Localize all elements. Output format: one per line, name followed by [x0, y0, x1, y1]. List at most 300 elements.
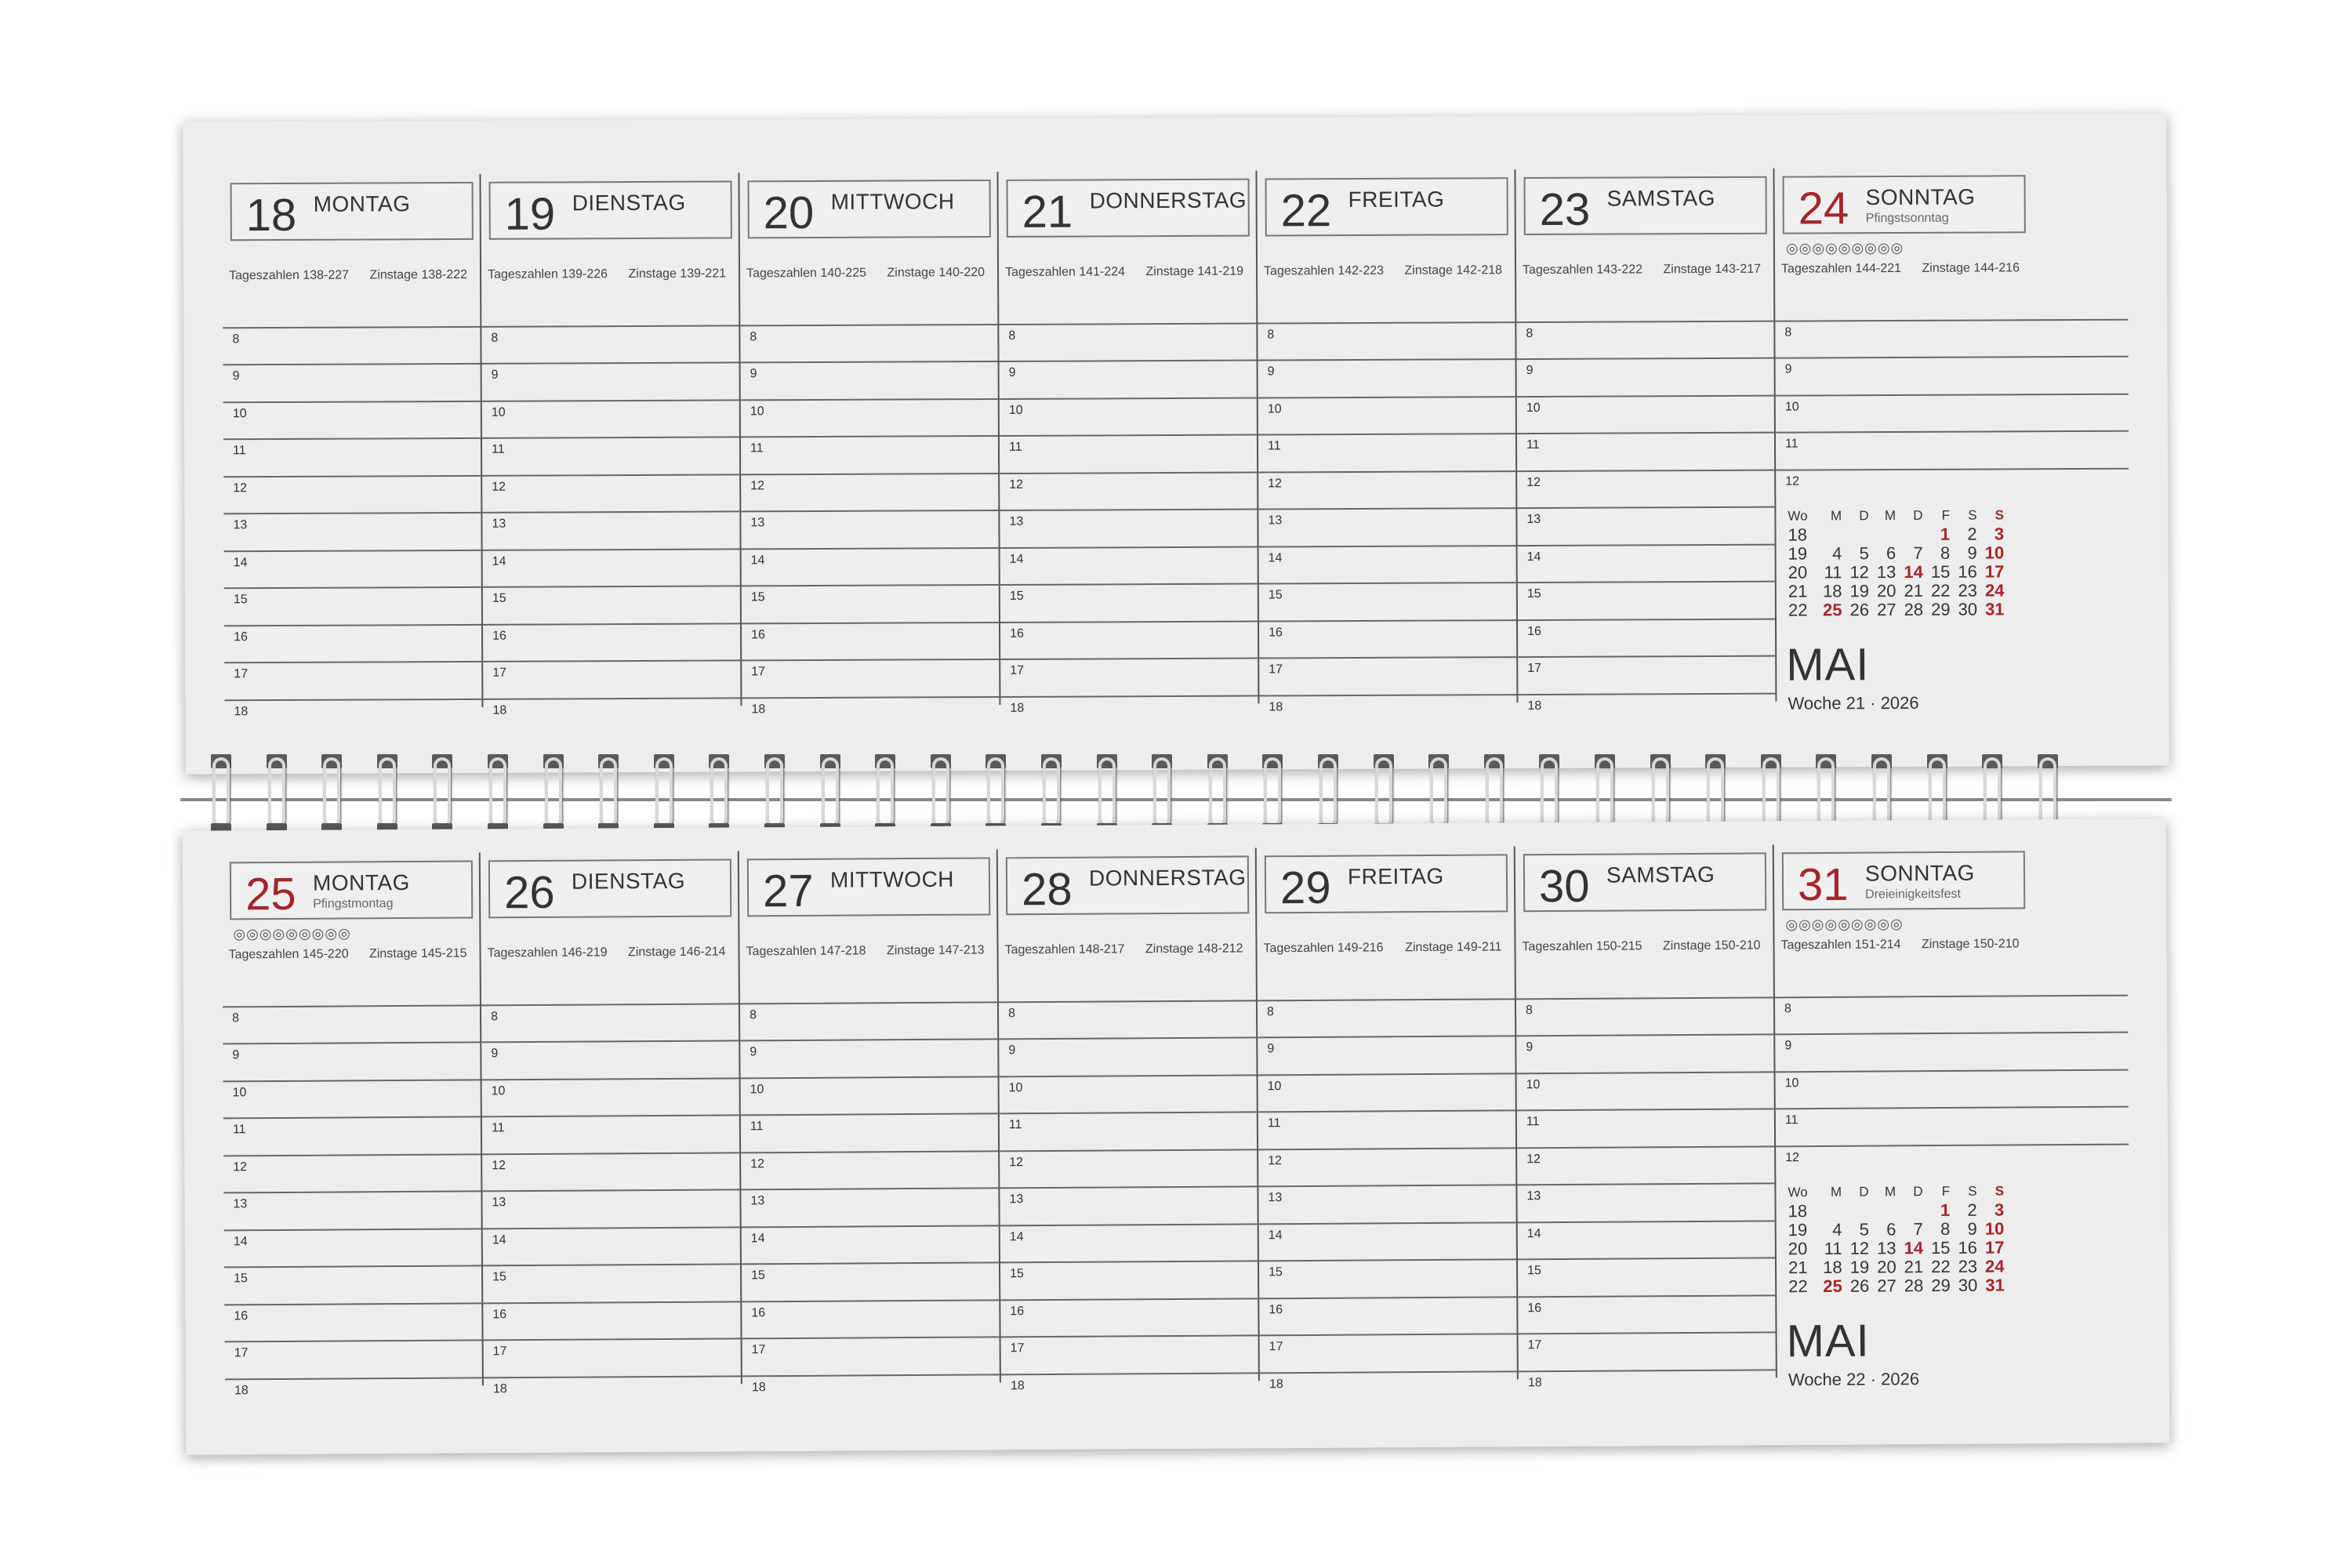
hour-label: 10	[1784, 400, 1799, 414]
hour-slot[interactable]	[483, 1302, 740, 1359]
hour-label: 9	[1526, 364, 1534, 378]
hour-label: 12	[492, 480, 506, 494]
hour-slot[interactable]	[1259, 621, 1516, 677]
hour-label: 15	[1526, 1264, 1541, 1278]
date-cell: 10	[1984, 1218, 2005, 1239]
date-cell	[1900, 1201, 1927, 1220]
hour-label: 17	[1010, 1341, 1025, 1356]
hour-label: 13	[492, 517, 506, 531]
hour-slot[interactable]	[1517, 1073, 1774, 1129]
zinstage: Zinstage 148-212	[1145, 942, 1243, 956]
hour-slot[interactable]	[482, 1079, 739, 1135]
hour-slot[interactable]	[224, 662, 481, 718]
date-cell: 13	[1876, 561, 1896, 583]
wire-loop	[1430, 757, 1447, 828]
day-column-18[interactable]	[222, 174, 483, 718]
hour-slot[interactable]	[1258, 360, 1515, 416]
hour-label: 11	[1008, 440, 1022, 454]
hour-label: 9	[1008, 365, 1016, 379]
hour-label: 13	[750, 1194, 765, 1208]
hour-label: 17	[234, 667, 249, 681]
date-cell	[1846, 525, 1873, 544]
wire-loop	[1762, 757, 1780, 828]
hour-label: 17	[1010, 663, 1025, 677]
hour-slot[interactable]	[1000, 659, 1258, 715]
day-column-27[interactable]	[739, 849, 1001, 1394]
hour-slot[interactable]	[223, 476, 481, 532]
hour-slot[interactable]	[1517, 470, 1774, 527]
hour-slot[interactable]	[1260, 1334, 1517, 1391]
hour-slot[interactable]	[1258, 285, 1515, 341]
hour-slot[interactable]	[1516, 321, 1773, 378]
hour-slot[interactable]	[1518, 1221, 1775, 1278]
hour-lines	[223, 968, 482, 1397]
hour-label: 11	[491, 1121, 505, 1135]
date-cell: 2	[1967, 1200, 1977, 1220]
hour-slot[interactable]	[224, 1266, 481, 1323]
day-counts	[740, 266, 991, 281]
hour-label: 13	[1526, 512, 1541, 527]
hour-slot[interactable]	[741, 399, 998, 456]
hour-slot[interactable]	[1775, 996, 2128, 1053]
hour-lines	[1775, 283, 2129, 488]
day-column-21[interactable]	[998, 171, 1259, 715]
hour-slot[interactable]	[740, 965, 997, 1022]
hour-slot[interactable]	[742, 1263, 999, 1319]
day-column-25[interactable]	[222, 852, 484, 1397]
hour-label: 9	[491, 1047, 499, 1061]
day-name: SONNTAG	[1865, 184, 1976, 210]
hour-slot[interactable]	[482, 363, 739, 419]
hour-slot[interactable]	[1776, 432, 2129, 488]
tageszahlen: Tageszahlen 139-226	[488, 267, 608, 281]
hour-slot[interactable]	[742, 660, 999, 716]
hour-slot[interactable]	[741, 1152, 998, 1208]
day-column-26[interactable]	[481, 851, 742, 1396]
day-name: FREITAG	[1347, 863, 1444, 889]
date-cell: 2	[1967, 524, 1977, 544]
day-column-31[interactable]	[1774, 843, 2130, 1390]
day-header	[1524, 176, 1767, 235]
hour-slot[interactable]	[741, 437, 998, 492]
hour-slot[interactable]	[1258, 1000, 1515, 1056]
date-cell: 4	[1832, 543, 1842, 564]
day-header	[748, 180, 991, 238]
hour-slot[interactable]	[740, 1003, 997, 1059]
hour-slot[interactable]	[1516, 285, 1773, 340]
hour-label: 17	[751, 1343, 766, 1357]
hour-slot[interactable]	[1000, 1187, 1257, 1243]
hour-label: 12	[1009, 477, 1024, 492]
hour-label: 13	[1268, 1191, 1283, 1205]
day-header	[1265, 177, 1508, 236]
hour-slot[interactable]	[1000, 1299, 1258, 1356]
day-counts	[1257, 940, 1508, 956]
hour-slot[interactable]	[1517, 1109, 1774, 1166]
week-number: 21	[1788, 581, 1808, 601]
hour-slot[interactable]	[223, 365, 481, 420]
hour-slot[interactable]	[481, 1041, 739, 1098]
month-name: MAI	[1786, 639, 1870, 691]
hour-label: 16	[1010, 626, 1024, 641]
hour-slot[interactable]	[1000, 436, 1257, 492]
day-number: 19	[504, 188, 556, 240]
wire-loop	[1596, 757, 1613, 828]
hour-slot[interactable]	[223, 1043, 480, 1099]
date-cell: 21	[1904, 580, 1924, 601]
hour-slot[interactable]	[1000, 361, 1257, 417]
hour-slot[interactable]	[742, 1226, 999, 1283]
hour-label: 12	[492, 1158, 506, 1172]
hour-slot[interactable]	[740, 1040, 997, 1096]
hour-slot[interactable]	[1000, 510, 1257, 566]
hour-label: 15	[750, 590, 765, 604]
day-name: MITTWOCH	[830, 189, 955, 214]
week-number: 18	[1788, 1201, 1808, 1221]
hour-slot[interactable]	[1258, 472, 1515, 528]
hour-slot[interactable]	[1259, 658, 1516, 713]
hour-slot[interactable]	[481, 289, 739, 345]
weekday-header: M	[1884, 1184, 1896, 1200]
hour-slot[interactable]	[1000, 547, 1258, 603]
wire-loop	[489, 757, 506, 828]
day-name: SONNTAG	[1864, 860, 1975, 886]
zinstage: Zinstage 141-219	[1145, 264, 1244, 279]
hour-slot[interactable]	[1517, 396, 1774, 452]
hour-label: 12	[1785, 1150, 1800, 1164]
day-number: 18	[245, 189, 297, 241]
day-header	[230, 860, 473, 920]
hour-lines	[740, 288, 999, 716]
hour-label: 12	[1526, 1152, 1541, 1166]
hour-slot[interactable]	[1258, 1074, 1515, 1131]
day-header	[488, 858, 731, 918]
day-number: 22	[1280, 185, 1332, 237]
hour-slot[interactable]	[223, 968, 480, 1025]
hour-slot[interactable]	[740, 288, 997, 343]
hour-slot[interactable]	[1259, 546, 1516, 602]
hour-slot[interactable]	[223, 327, 480, 383]
hour-slot[interactable]	[1775, 1033, 2128, 1090]
date-cell: 20	[1877, 1257, 1896, 1277]
hour-slot[interactable]	[482, 1153, 739, 1210]
day-column-30[interactable]	[1515, 844, 1777, 1389]
hour-slot[interactable]	[742, 1301, 999, 1357]
day-counts	[998, 942, 1249, 957]
hour-slot[interactable]	[223, 1192, 481, 1248]
hour-slot[interactable]	[1000, 1112, 1257, 1169]
date-cell: 6	[1886, 1219, 1896, 1240]
hour-lines	[999, 287, 1258, 715]
hour-slot[interactable]	[1000, 585, 1258, 641]
hour-slot[interactable]	[482, 401, 739, 456]
hour-label: 8	[491, 331, 499, 345]
hour-slot[interactable]	[1518, 657, 1775, 713]
hour-slot[interactable]	[483, 1228, 740, 1284]
wire-loop	[212, 757, 230, 828]
hour-slot[interactable]	[1000, 1076, 1257, 1132]
hour-slot[interactable]	[1259, 1260, 1516, 1316]
hour-label: 11	[491, 442, 505, 456]
hour-slot[interactable]	[1517, 1147, 1774, 1203]
date-cell: 8	[1940, 543, 1951, 563]
day-counts	[1516, 263, 1767, 278]
hour-label: 8	[1007, 1006, 1015, 1020]
hour-label: 14	[750, 1231, 765, 1245]
hour-slot[interactable]	[1000, 473, 1257, 528]
hour-slot[interactable]	[1258, 434, 1515, 490]
day-name: DONNERSTAG	[1089, 187, 1247, 213]
tageszahlen: Tageszahlen 142-223	[1264, 263, 1385, 278]
wire-loop	[1707, 757, 1724, 828]
hour-slot[interactable]	[224, 625, 481, 681]
top-page	[183, 113, 2169, 774]
hour-label: 16	[1269, 1302, 1283, 1316]
hour-slot[interactable]	[223, 1155, 481, 1211]
tageszahlen: Tageszahlen 149-216	[1263, 941, 1384, 956]
hour-slot[interactable]	[1518, 583, 1775, 638]
moon-phase-icon-row: ◎◎◎◎◎◎◎◎◎	[233, 925, 351, 942]
hour-label: 11	[232, 1123, 246, 1137]
hour-slot[interactable]	[482, 437, 739, 494]
hour-label: 9	[491, 368, 499, 382]
hour-label: 10	[1267, 401, 1282, 416]
hour-slot[interactable]	[482, 1190, 739, 1247]
hour-slot[interactable]	[1000, 622, 1258, 677]
date-cell: 29	[1931, 599, 1951, 619]
hour-slot[interactable]	[741, 511, 998, 567]
wire-loop	[1984, 757, 2001, 828]
hour-slot[interactable]	[1000, 1150, 1257, 1207]
wire-loop	[379, 757, 396, 828]
zinstage: Zinstage 143-217	[1663, 262, 1762, 277]
hour-slot[interactable]	[482, 475, 739, 531]
hour-label: 15	[1268, 588, 1283, 602]
hour-slot[interactable]	[999, 287, 1256, 343]
hour-slot[interactable]	[999, 324, 1256, 379]
hour-label: 18	[751, 1380, 766, 1394]
hour-lines	[1775, 959, 2129, 1164]
day-counts	[223, 946, 474, 962]
hour-label: 12	[750, 1156, 765, 1171]
hour-slot[interactable]	[483, 1265, 740, 1321]
hour-slot[interactable]	[483, 624, 740, 680]
hour-slot[interactable]	[742, 548, 999, 604]
hour-slot[interactable]	[1518, 1296, 1775, 1352]
week-number: 22	[1788, 1276, 1808, 1297]
hour-slot[interactable]	[1775, 320, 2128, 376]
hour-slot[interactable]	[741, 1189, 998, 1245]
hour-slot[interactable]	[1518, 619, 1775, 676]
day-column-19[interactable]	[481, 172, 742, 717]
hour-slot[interactable]	[1259, 1223, 1516, 1279]
date-cell: 27	[1877, 599, 1896, 620]
hour-slot[interactable]	[742, 1338, 1000, 1394]
hour-slot[interactable]	[1518, 1258, 1775, 1315]
hour-label: 18	[751, 702, 766, 716]
date-cell: 1	[1940, 524, 1951, 544]
hour-slot[interactable]	[1259, 583, 1516, 639]
hour-slot[interactable]	[1001, 1336, 1258, 1392]
hour-label: 16	[751, 1305, 766, 1319]
hour-slot[interactable]	[1776, 1070, 2129, 1127]
hour-slot[interactable]	[224, 588, 481, 644]
day-column-20[interactable]	[739, 172, 1000, 716]
day-header	[1007, 179, 1250, 238]
hour-slot[interactable]	[482, 512, 739, 568]
hour-slot[interactable]	[1258, 397, 1515, 453]
hour-slot[interactable]	[483, 586, 740, 643]
hour-slot[interactable]	[1776, 1108, 2129, 1164]
day-name: DONNERSTAG	[1088, 865, 1247, 891]
hour-label: 12	[1785, 474, 1800, 488]
day-column-28[interactable]	[998, 848, 1260, 1392]
wire-loop	[1153, 757, 1171, 828]
hour-label: 9	[1526, 1040, 1534, 1054]
hour-slot[interactable]	[1000, 1261, 1258, 1318]
hour-slot[interactable]	[223, 1117, 481, 1174]
day-name: SAMSTAG	[1606, 862, 1715, 887]
hour-slot[interactable]	[1517, 1184, 1774, 1240]
hour-label: 8	[749, 1007, 757, 1022]
week-label: Woche 21 · 2026	[1788, 692, 1919, 713]
day-column-23[interactable]	[1515, 169, 1777, 713]
hour-slot[interactable]	[484, 1339, 741, 1396]
hour-slot[interactable]	[999, 964, 1256, 1020]
zinstage: Zinstage 145-215	[368, 946, 467, 961]
hour-slot[interactable]	[225, 1341, 482, 1397]
hour-slot[interactable]	[1258, 1185, 1515, 1242]
hour-slot[interactable]	[1258, 962, 1515, 1018]
day-name: FREITAG	[1348, 187, 1445, 212]
hour-slot[interactable]	[1000, 1225, 1258, 1281]
hour-slot[interactable]	[1258, 1111, 1515, 1167]
hour-label: 12	[1009, 1155, 1024, 1169]
day-counts	[739, 943, 990, 959]
hour-slot[interactable]	[223, 439, 481, 495]
day-column-29[interactable]	[1257, 846, 1519, 1391]
hour-slot[interactable]	[741, 1077, 998, 1134]
hour-slot[interactable]	[999, 1038, 1256, 1094]
day-column-22[interactable]	[1257, 169, 1518, 713]
hour-label: 16	[234, 630, 248, 644]
hour-slot[interactable]	[1518, 545, 1775, 601]
hour-slot[interactable]	[741, 474, 998, 530]
hour-slot[interactable]	[1516, 1035, 1773, 1091]
hour-slot[interactable]	[1259, 1298, 1516, 1354]
hour-slot[interactable]	[741, 362, 998, 418]
date-cell: 26	[1849, 600, 1870, 620]
hour-slot[interactable]	[742, 586, 999, 641]
hour-label: 17	[1527, 1338, 1542, 1352]
date-cell	[1900, 525, 1927, 544]
hour-label: 14	[1526, 1226, 1541, 1240]
wire-loop	[1264, 757, 1281, 828]
hour-label: 15	[233, 593, 248, 607]
hour-slot[interactable]	[1517, 359, 1774, 415]
hour-slot[interactable]	[740, 325, 997, 381]
hour-slot[interactable]	[1775, 959, 2128, 1015]
tageszahlen: Tageszahlen 140-225	[746, 266, 867, 281]
hour-lines	[1258, 285, 1516, 713]
weekday-header: F	[1941, 507, 1951, 523]
hour-label: 14	[750, 553, 765, 567]
hour-label: 18	[492, 1381, 507, 1396]
hour-slot[interactable]	[223, 1080, 481, 1137]
hour-label: 8	[1267, 327, 1275, 341]
hour-label: 10	[491, 1083, 506, 1098]
zinstage: Zinstage 150-210	[1662, 938, 1761, 953]
day-header	[1265, 854, 1508, 913]
date-cell: 31	[1985, 1275, 2005, 1295]
day-header	[230, 182, 474, 241]
hour-slot[interactable]	[742, 622, 999, 679]
weekday-header: M	[1884, 507, 1896, 524]
date-cell	[1873, 1201, 1900, 1220]
hour-slot[interactable]	[1516, 998, 1773, 1054]
hour-label: 18	[1269, 1377, 1283, 1391]
hour-slot[interactable]	[1258, 1149, 1515, 1205]
moon-phase-icon-row: ◎◎◎◎◎◎◎◎◎	[1785, 916, 1904, 933]
hour-slot[interactable]	[999, 1001, 1256, 1058]
hour-slot[interactable]	[1519, 1333, 1776, 1389]
hour-slot[interactable]	[1517, 508, 1774, 564]
hour-label: 10	[750, 404, 764, 418]
date-cell: 7	[1913, 1219, 1923, 1240]
hour-slot[interactable]	[223, 401, 481, 458]
hour-slot[interactable]	[1000, 398, 1257, 454]
hour-slot[interactable]	[1775, 283, 2128, 339]
hour-label: 15	[492, 1270, 506, 1284]
hour-slot[interactable]	[481, 326, 739, 382]
hour-slot[interactable]	[1258, 1036, 1515, 1093]
hour-slot[interactable]	[741, 1114, 998, 1171]
wire-loop	[1929, 757, 1946, 828]
hour-slot[interactable]	[224, 1229, 481, 1286]
day-name: MONTAG	[312, 869, 410, 895]
tageszahlen: Tageszahlen 146-219	[487, 946, 608, 960]
zinstage: Zinstage 140-220	[887, 266, 985, 280]
hour-slot[interactable]	[1776, 358, 2129, 414]
hour-slot[interactable]	[223, 1006, 480, 1062]
hour-label: 13	[233, 518, 248, 532]
hour-slot[interactable]	[1258, 509, 1515, 564]
hour-slot[interactable]	[223, 514, 481, 569]
hour-slot[interactable]	[481, 967, 739, 1023]
hour-lines	[481, 289, 740, 717]
hour-slot[interactable]	[1517, 434, 1774, 489]
hour-slot[interactable]	[483, 550, 740, 605]
hour-slot[interactable]	[482, 1116, 739, 1172]
hour-slot[interactable]	[481, 1004, 739, 1061]
wire-loop	[710, 757, 728, 828]
hour-lines	[223, 290, 481, 718]
hour-lines	[1516, 960, 1776, 1389]
hour-slot[interactable]	[1776, 394, 2129, 451]
hour-slot[interactable]	[223, 290, 480, 346]
hour-label: 17	[751, 665, 766, 679]
week-label: Woche 22 · 2026	[1788, 1369, 1920, 1390]
zinstage: Zinstage 149-211	[1405, 940, 1502, 955]
hour-slot[interactable]	[1516, 960, 1773, 1017]
hour-slot[interactable]	[483, 661, 740, 717]
hour-slot[interactable]	[1258, 323, 1515, 379]
hour-slot[interactable]	[224, 550, 481, 607]
hour-label: 13	[233, 1197, 248, 1211]
date-cell: 3	[1994, 524, 2005, 544]
day-column-24[interactable]	[1774, 167, 2129, 713]
hour-slot[interactable]	[224, 1304, 481, 1360]
